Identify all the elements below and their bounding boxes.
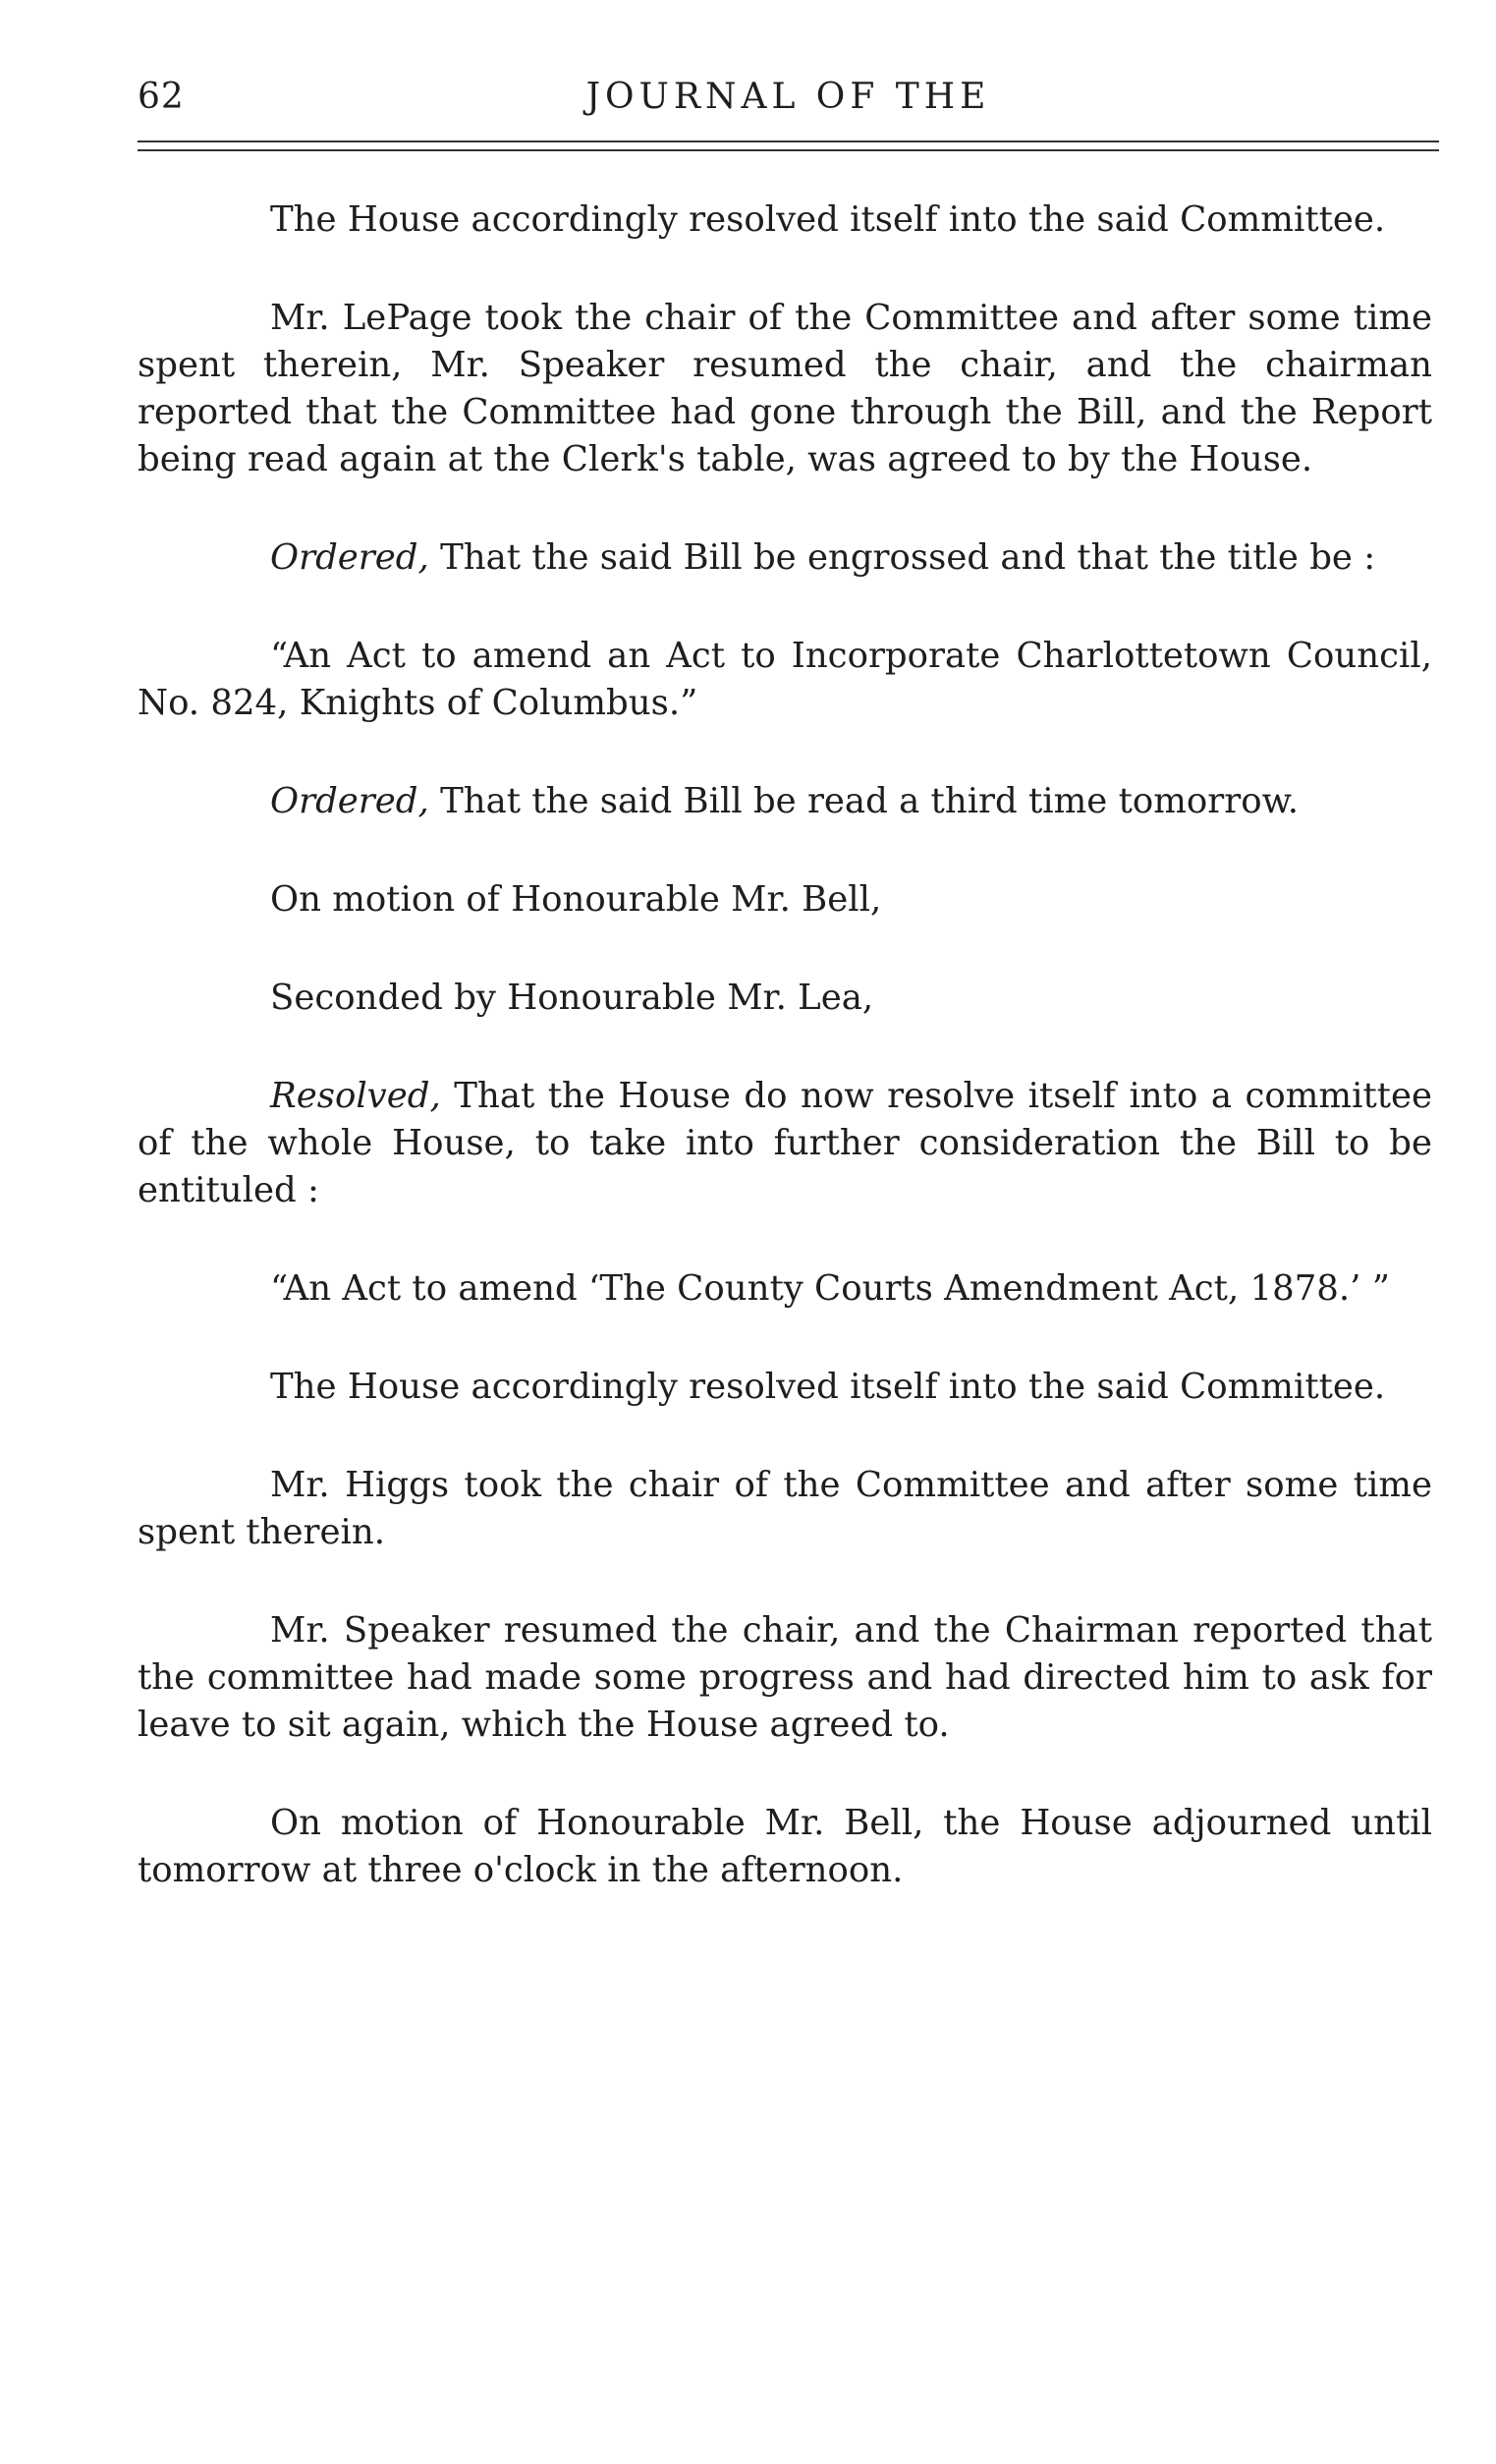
paragraph-text: On motion of Honourable Mr. Bell, the House adjourned until tomorrow at three o'clock in the afternoon. [138, 1803, 1432, 1890]
paragraph [138, 778, 1432, 825]
paragraph-text: Mr. LePage took the chair of the Committee and after some time spent therein, Mr. Speaker resumed the chair, and the chairman reported that the Committee had gone through the Bill, and the Report being read again at the Clerk's table, was agreed to by the House. [138, 298, 1432, 479]
paragraph-text: That the House do now resolve itself into a committee of the whole House, to take into further consideration the Bill to be entituled : [138, 1076, 1432, 1210]
header-rule-top [138, 140, 1439, 142]
paragraph [138, 975, 1432, 1022]
page-header [138, 77, 1439, 136]
paragraph-text: The House accordingly resolved itself into the said Committee. [270, 1367, 1386, 1407]
paragraph-text: The House accordingly resolved itself into the said Committee. [270, 199, 1386, 240]
page-number: 62 [138, 77, 185, 117]
paragraph [138, 295, 1432, 483]
header-rule-bottom [138, 149, 1439, 151]
paragraph [138, 1265, 1432, 1313]
paragraph-text: Seconded by Honourable Mr. Lea, [270, 978, 874, 1018]
paragraph [138, 1607, 1432, 1749]
paragraph-text: “An Act to amend an Act to Incorporate Charlottetown Council, No. 824, Knights of Columbus.” [138, 636, 1432, 723]
journal-body [138, 196, 1432, 1945]
paragraph [138, 1462, 1432, 1556]
paragraph [138, 1073, 1432, 1214]
paragraph-text: That the said Bill be read a third time tomorrow. [428, 781, 1300, 821]
paragraph [138, 633, 1432, 727]
paragraph-text: Mr. Speaker resumed the chair, and the Chairman reported that the committee had made some progress and had directed him to ask for leave to sit again, which the House agreed to. [138, 1610, 1432, 1745]
paragraph-text: Mr. Higgs took the chair of the Committee and after some time spent therein. [138, 1465, 1432, 1552]
paragraph [138, 876, 1432, 924]
paragraph-lead: Resolved, [270, 1076, 441, 1116]
running-title: JOURNAL OF THE [585, 77, 991, 117]
paragraph-lead: Ordered, [270, 537, 429, 578]
paragraph-lead: Ordered, [270, 781, 429, 821]
paragraph-text: “An Act to amend ‘The County Courts Amendment Act, 1878.’ ” [270, 1268, 1390, 1309]
paragraph-text: On motion of Honourable Mr. Bell, [270, 879, 882, 920]
paragraph-text: That the said Bill be engrossed and that the title be : [428, 537, 1376, 578]
paragraph [138, 1364, 1432, 1411]
paragraph [138, 1800, 1432, 1894]
paragraph [138, 534, 1432, 582]
paragraph [138, 196, 1432, 244]
